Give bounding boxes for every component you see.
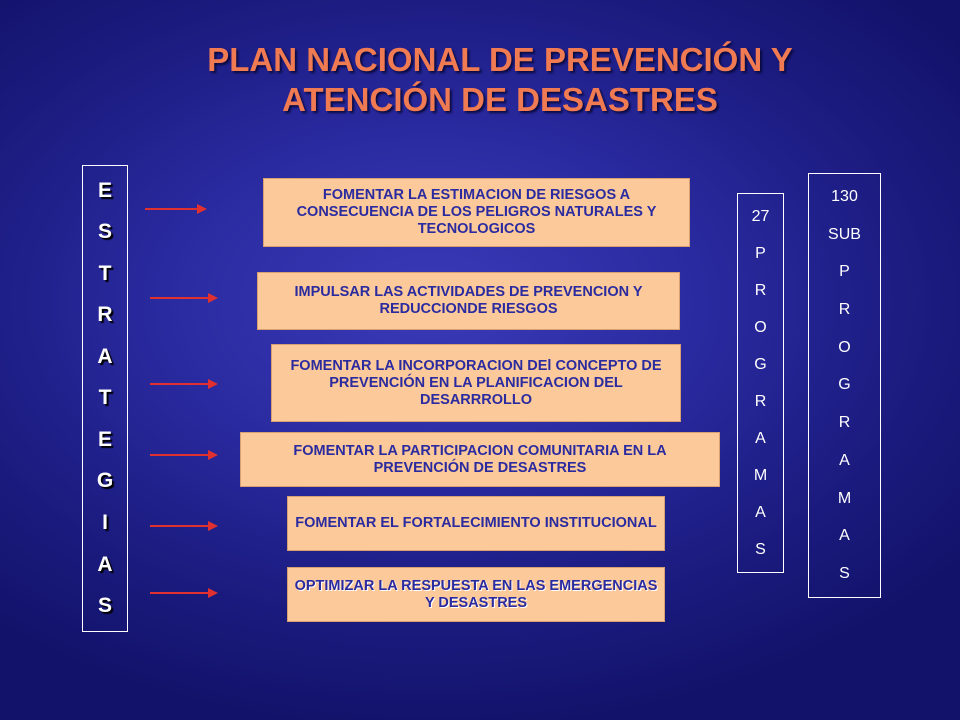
estrategias-letter: E (97, 178, 112, 202)
arrow-strategy-2 (150, 292, 218, 304)
programas-text: G (754, 355, 767, 373)
arrow-strategy-4 (150, 449, 218, 461)
programas-text: M (753, 466, 768, 484)
strategy-box-1 (263, 178, 690, 247)
subprogramas-text: A (839, 451, 850, 469)
estrategias-letter: S (97, 594, 112, 618)
programas-text: R (754, 392, 767, 410)
programas-text: A (755, 503, 766, 521)
subprogramas-text: R (838, 414, 851, 432)
subprogramas-text: 130 (831, 187, 858, 205)
estrategias-letter: S (97, 220, 112, 244)
title-line-1: PLAN NACIONAL DE PREVENCIÓN Y (207, 41, 793, 78)
strategy-box-3 (271, 344, 681, 422)
strategy-label: FOMENTAR LA INCORPORACION DEl CONCEPTO DE PREVENCIÓN EN LA PLANIFICACION DEL DESARRROLLO (290, 357, 662, 408)
strategy-label: IMPULSAR LAS ACTIVIDADES DE PREVENCION Y REDUCCIONDE RIESGOS (294, 284, 643, 317)
strategy-box-5 (287, 496, 665, 551)
arrow-strategy-5 (150, 520, 218, 532)
estrategias-letter: I (102, 511, 108, 535)
subprogramas-count-box (808, 173, 881, 598)
strategy-label: FOMENTAR LA ESTIMACION DE RIESGOS A CONSECUENCIA DE LOS PELIGROS NATURALES Y TECNOLOGICOS (296, 187, 657, 237)
subprogramas-text: M (837, 489, 852, 507)
estrategias-letter: T (98, 261, 112, 285)
strategy-label: FOMENTAR EL FORTALECIMIENTO INSTITUCIONAL (295, 515, 657, 531)
estrategias-letter: G (96, 469, 114, 493)
subprogramas-text: A (839, 527, 850, 545)
programas-text: O (754, 318, 767, 336)
subprogramas-text: SUB (828, 225, 861, 243)
subprogramas-text: G (838, 376, 851, 394)
programas-text: R (754, 281, 767, 299)
arrow-strategy-1 (145, 203, 207, 215)
strategy-box-2 (257, 272, 680, 330)
estrategias-letter: A (97, 344, 113, 368)
strategy-label: OPTIMIZAR LA RESPUESTA EN LAS EMERGENCIAS Y DESASTRES (294, 577, 658, 611)
estrategias-vertical-label (82, 165, 128, 632)
programas-text: 27 (751, 207, 770, 225)
strategy-box-4 (240, 432, 720, 487)
subprogramas-text: P (839, 263, 850, 281)
strategy-label: FOMENTAR LA PARTICIPACION COMUNITARIA EN LA PREVENCIÓN DE DESASTRES (293, 442, 667, 476)
programas-count-box (737, 193, 784, 573)
arrow-strategy-3 (150, 378, 218, 390)
programas-text: P (755, 244, 766, 262)
subprogramas-text: R (838, 301, 851, 319)
subprogramas-text: S (839, 565, 850, 583)
programas-text: A (755, 429, 766, 447)
strategy-box-6 (287, 567, 665, 622)
page-title (130, 40, 870, 120)
title-line-2: ATENCIÓN DE DESASTRES (282, 81, 718, 118)
programas-text: S (755, 540, 766, 558)
subprogramas-text: O (838, 338, 851, 356)
estrategias-letter: R (97, 303, 113, 327)
estrategias-letter: A (97, 552, 113, 576)
estrategias-letter: E (97, 427, 112, 451)
arrow-strategy-6 (150, 587, 218, 599)
estrategias-letter: T (98, 386, 112, 410)
